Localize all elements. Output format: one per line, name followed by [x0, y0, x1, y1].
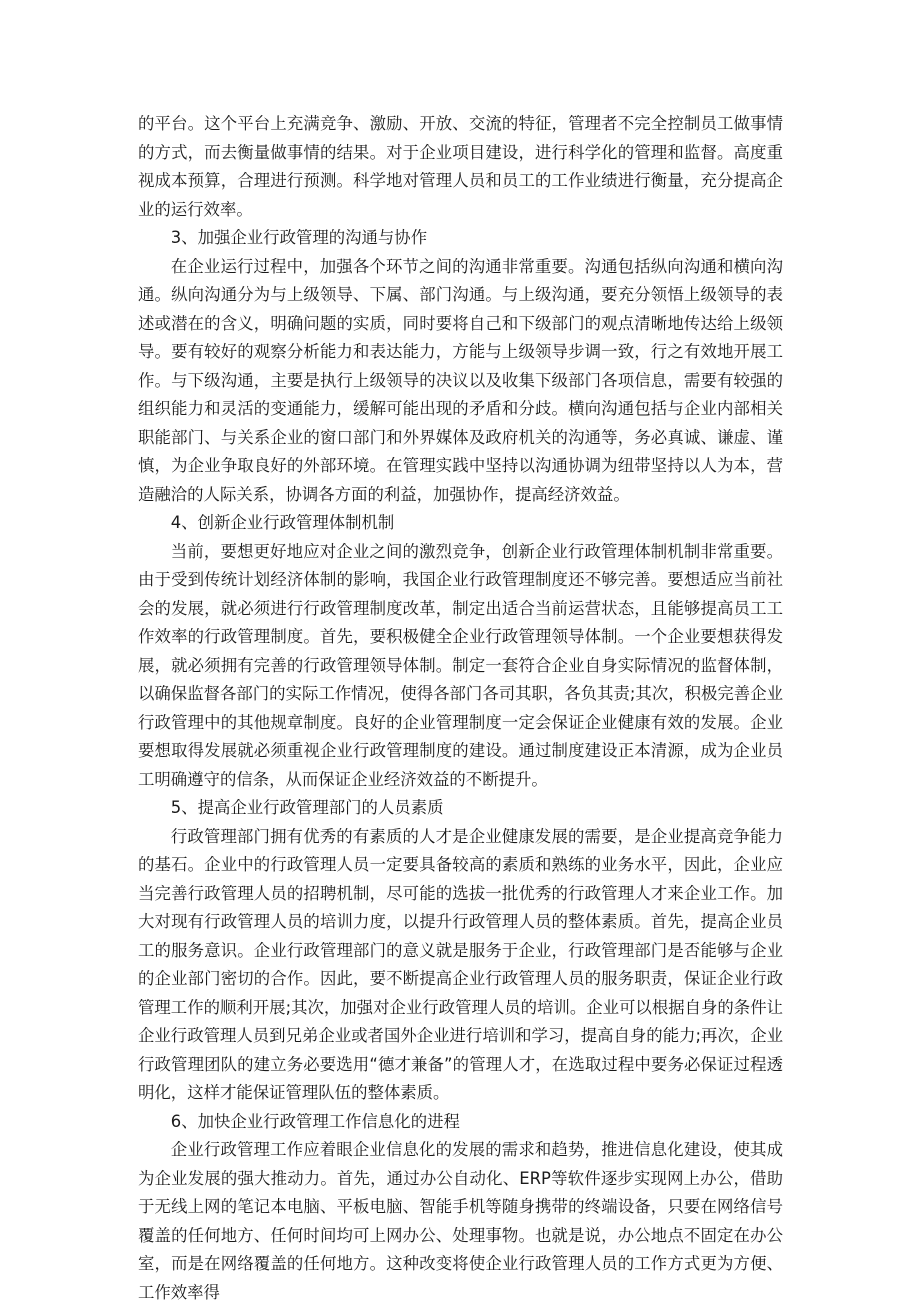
paragraph-communication: 在企业运行过程中，加强各个环节之间的沟通非常重要。沟通包括纵向沟通和横向沟通。纵向沟通分为与上级领导、下属、部门沟通。与上级沟通，要充分领悟上级领导的表述或潜在的含义，明确问题的实质，同时要将自己和下级部门的观点清晰地传达给上级领导。要有较好的观察分析能力和表达能力，方能与上级领导步调一致，行之有效地开展工作。与下级沟通，主要是执行上级领导的决议以及收集下级部门各项信息，需要有较强的组织能力和灵活的变通能力，缓解可能出现的矛盾和分歧。横向沟通包括与企业内部相关职能部门、与关系企业的窗口部门和外界媒体及政府机关的沟通等，务必真诚、谦虚、谨慎，为企业争取良好的外部环境。在管理实践中坚持以沟通协调为纽带坚持以人为本，营造融洽的人际关系，协调各方面的利益，加强协作，提高经济效益。 — [138, 256, 783, 504]
paragraph-intro: 的平台。这个平台上充满竞争、激励、开放、交流的特征，管理者不完全控制员工做事情的方式，而去衡量做事情的结果。对于企业项目建设，进行科学化的管理和监督。高度重视成本预算，合理进行预测。科学地对管理人员和员工的工作业绩进行衡量，充分提高企业的运行效率。 — [138, 114, 783, 219]
paragraph-personnel: 行政管理部门拥有优秀的有素质的人才是企业健康发展的需要，是企业提高竞争能力的基石。企业中的行政管理人员一定要具备较高的素质和熟练的业务水平，因此，企业应当完善行政管理人员的招聘机制，尽可能的选拔一批优秀的行政管理人才来企业工作。加大对现有行政管理人员的培训力度，以提升行政管理人员的整体素质。首先，提高企业员工的服务意识。企业行政管理部门的意义就是服务于企业，行政管理部门是否能够与企业的企业部门密切的合作。因此，要不断提高企业行政管理人员的服务职责，保证企业行政管理工作的顺利开展;其次，加强对企业行政管理人员的培训。企业可以根据自身的条件让企业行政管理人员到兄弟企业或者国外企业进行培训和学习，提高自身的能力;再次，企业行政管理团队的建立务必要选用“德才兼备”的管理人才，在选取过程中要务必保证过程透明化，这样才能保证管理队伍的整体素质。 — [138, 826, 783, 1102]
document-page — [138, 110, 783, 1307]
section-heading-3: 3、加强企业行政管理的沟通与协作 — [170, 228, 428, 247]
paragraph-innovation: 当前，要想更好地应对企业之间的激烈竞争，创新企业行政管理体制机制非常重要。由于受到传统计划经济体制的影响，我国企业行政管理制度还不够完善。要想适应当前社会的发展，就必须进行行政管理制度改革，制定出适合当前运营状态，且能够提高员工工作效率的行政管理制度。首先，要积极健全企业行政管理领导体制。一个企业要想获得发展，就必须拥有完善的行政管理领导体制。制定一套符合企业自身实际情况的监督体制，以确保监督各部门的实际工作情况，使得各部门各司其职，各负其责;其次，积极完善企业行政管理中的其他规章制度。良好的企业管理制度一定会保证企业健康有效的发展。企业要想取得发展就必须重视企业行政管理制度的建设。通过制度建设正本清源，成为企业员工明确遵守的信条，从而保证企业经济效益的不断提升。 — [138, 541, 783, 789]
section-heading-6: 6、加快企业行政管理工作信息化的进程 — [170, 1111, 460, 1131]
paragraph-informatization: 企业行政管理工作应着眼企业信息化的发展的需求和趋势，推进信息化建设，使其成为企业发展的强大推动力。首先，通过办公自动化、ERP等软件逐步实现网上办公，借助于无线上网的笔记本电脑、平板电脑、智能手机等随身携带的终端设备，只要在网络信号覆盖的任何地方、任何时间均可上网办公、处理事物。也就是说，办公地点不固定在办公室，而是在网络覆盖的任何地方。这种改变将使企业行政管理人员的工作方式更为方便、工作效率得 — [138, 1140, 783, 1302]
section-heading-5: 5、提高企业行政管理部门的人员素质 — [170, 798, 444, 817]
section-heading-4: 4、创新企业行政管理体制机制 — [170, 513, 395, 532]
